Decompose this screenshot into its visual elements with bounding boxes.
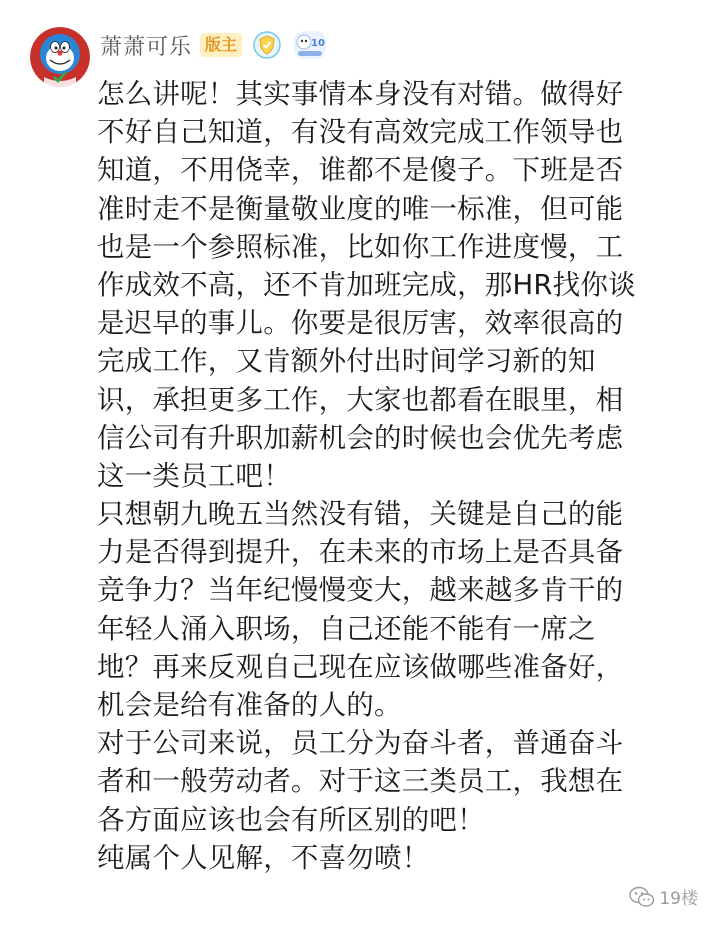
- post-meta: [100, 27, 328, 63]
- post-text-line: 完成工作，又肯额外付出时间学习新的知: [97, 345, 596, 378]
- anniversary-medal-icon[interactable]: [292, 29, 328, 61]
- post-text-line: 年轻人涌入职场，自己还能不能有一席之: [97, 612, 596, 645]
- wechat-icon: [629, 886, 655, 908]
- post-text-line: 力是否得到提升，在未来的市场上是否具备: [97, 536, 624, 569]
- post-text-line: 怎么讲呢！其实事情本身没有对错。做得好: [97, 78, 624, 110]
- post-text-line: 竞争力？当年纪慢慢变大，越来越多肯干的: [97, 574, 624, 607]
- post-text-line: 也是一个参照标准，比如你工作进度慢，工: [97, 230, 624, 263]
- post-text-line: 不好自己知道，有没有高效完成工作领导也: [97, 116, 624, 149]
- post-body: [97, 75, 697, 877]
- moderator-badge: 版主: [200, 33, 242, 57]
- post-text-line: 对于公司来说，员工分为奋斗者，普通奋斗: [97, 727, 624, 760]
- post-text-line: 是迟早的事儿。你要是很厉害，效率很高的: [97, 307, 624, 340]
- post-text-line: 这一类员工吧！: [97, 459, 291, 492]
- post-text-line: 准时走不是衡量敬业度的唯一标准，但可能: [97, 192, 624, 225]
- avatar[interactable]: [30, 27, 90, 87]
- post-text-line: 识，承担更多工作，大家也都看在眼里，相: [97, 383, 624, 416]
- post-text-line: 只想朝九晚五当然没有错，关键是自己的能: [97, 498, 624, 531]
- watermark-text: 19楼: [659, 889, 698, 909]
- svg-text:10: 10: [311, 38, 325, 49]
- avatar-image: [30, 27, 90, 87]
- post-text-line: 信公司有升职加薪机会的时候也会优先考虑: [97, 421, 624, 454]
- username[interactable]: 萧萧可乐: [100, 34, 193, 60]
- watermark: [629, 884, 698, 909]
- post-text-line: 知道，不用侥幸，谁都不是傻子。下班是否: [97, 154, 624, 187]
- post-text-line: 者和一般劳动者。对于这三类员工，我想在: [97, 765, 624, 798]
- post-text-line: 作成效不高，还不肯加班完成，那HR找你谈: [97, 268, 636, 301]
- post-text-line: 地？再来反观自己现在应该做哪些准备好，: [97, 650, 624, 683]
- post-text-line: 纯属个人见解，不喜勿喷！: [97, 841, 430, 874]
- post-text-line: 机会是给有准备的人的。: [97, 689, 402, 721]
- post-text-line: 各方面应该也会有所区别的吧！: [97, 803, 485, 836]
- verified-medal-icon[interactable]: [252, 30, 282, 60]
